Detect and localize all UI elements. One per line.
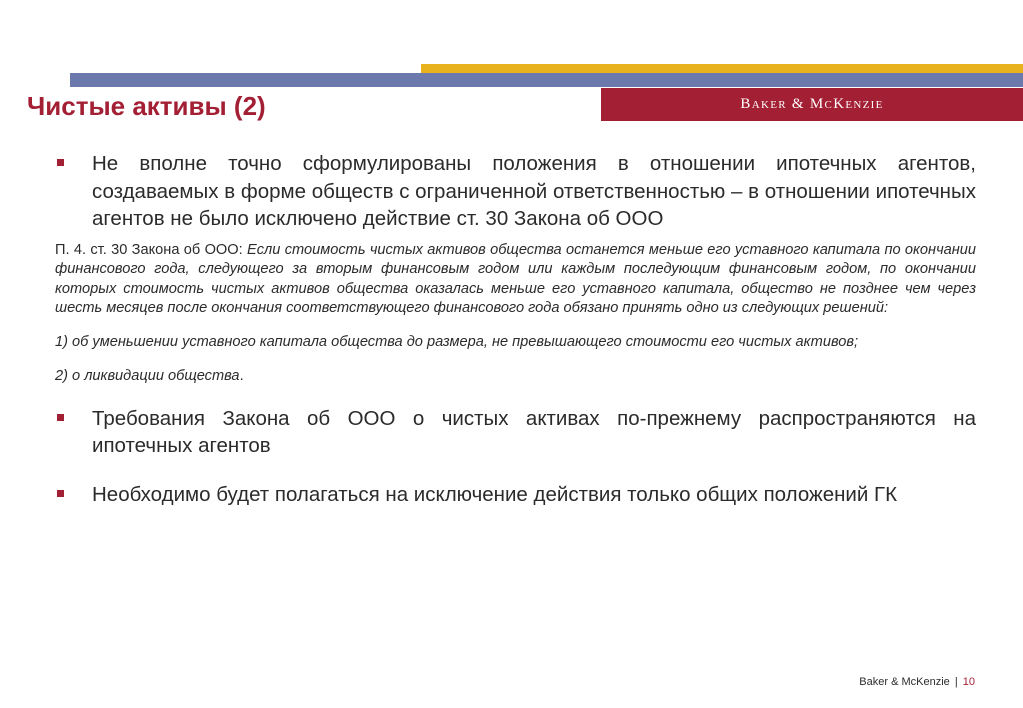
bullet-text: Не вполне точно сформулированы положения в отношении ипотечных агентов, создаваемых в форме обществ с ограниченной ответственностью – в отношении ипотечных агентов не было исключено действие ст. 30 Закона об ООО [92, 152, 976, 230]
quote-lead: П. 4. ст. 30 Закона об ООО: [55, 241, 248, 258]
bullet-item [55, 405, 976, 460]
bullet-text: Необходимо будет полагаться на исключение действия только общих положений ГК [92, 482, 898, 506]
bullet-text: Требования Закона об ООО о чистых активах по-прежнему распространяются на ипотечных агентов [92, 406, 976, 458]
slide-footer [820, 676, 975, 688]
slide-content [55, 150, 976, 508]
quote-item-2-text: 2) о ликвидации общества [55, 368, 240, 385]
slide-title: Чистые активы (2) [27, 91, 266, 121]
quote-item-2 [55, 367, 976, 387]
bullet-item [55, 150, 976, 233]
bullet-square-icon [57, 159, 64, 166]
bullet-square-icon [57, 490, 64, 497]
page-number: 10 [962, 676, 975, 688]
quote-paragraph [55, 241, 976, 319]
bullet-item [55, 481, 976, 509]
law-quote [55, 241, 976, 387]
top-blue-stripe [70, 73, 1023, 87]
bullet-square-icon [57, 414, 64, 421]
quote-item-1: 1) об уменьшении уставного капитала общества до размера, не превышающего стоимости его чистых активов; [55, 334, 859, 351]
footer-separator: | [954, 676, 958, 688]
logo-banner [601, 88, 1023, 121]
quote-text: Если стоимость чистых активов общества останется меньше его уставного капитала по окончании финансового года, следующего за вторым финансовым годом или каждым последующим финансовым годом, по окончании которых стоимость чистых активов общества оказалась меньше его уставного капитала, общество не позднее чем через шесть месяцев после окончания соответствующего финансового года обязано принять одно из следующих решений: [55, 241, 976, 316]
footer-company: Baker & McKenzie [859, 676, 950, 688]
quote-item-2-tail: . [239, 368, 244, 385]
company-logo: Baker & McKenzie [740, 96, 884, 112]
top-gold-stripe [421, 64, 1023, 73]
